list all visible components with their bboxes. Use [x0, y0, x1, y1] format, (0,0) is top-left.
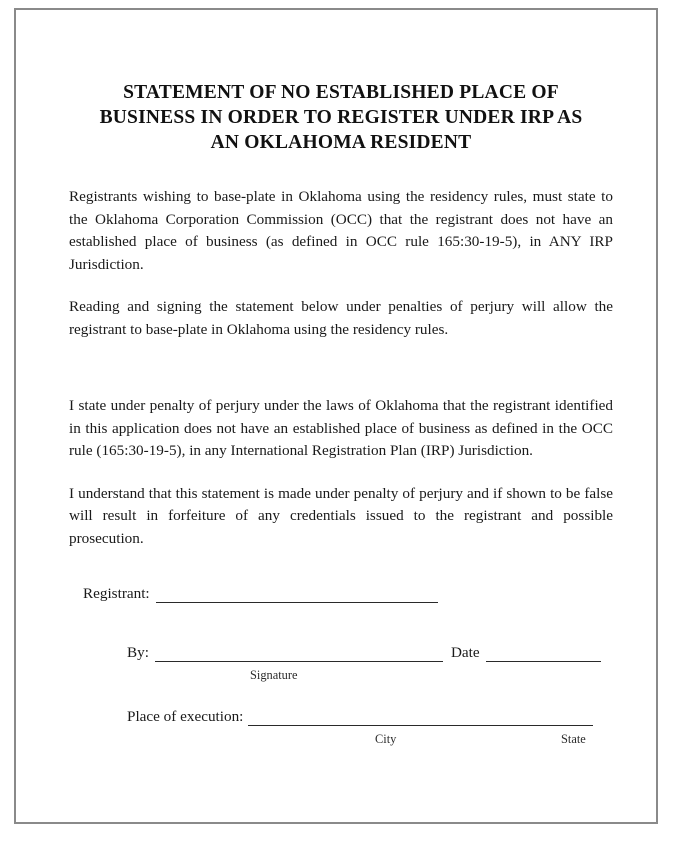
title-line-3: AN OKLAHOMA RESIDENT [210, 132, 472, 153]
by-label: By: [127, 644, 149, 661]
registrant-label: Registrant: [83, 585, 150, 602]
signature-sublabel: Signature [250, 668, 298, 682]
city-sublabel: City [375, 732, 397, 746]
document-content [69, 80, 613, 550]
registrant-row [83, 585, 629, 603]
section-spacer [69, 341, 613, 395]
state-sublabel: State [561, 732, 586, 746]
title-line-1: STATEMENT OF NO ESTABLISHED PLACE OF [123, 82, 559, 103]
signature-block [69, 585, 629, 746]
intro-paragraphs [69, 186, 613, 341]
document-page [14, 8, 658, 824]
place-of-execution-row [127, 708, 629, 746]
date-input-line[interactable] [486, 646, 601, 662]
attestation-paragraphs [69, 395, 613, 550]
place-of-execution-input-line[interactable] [248, 710, 593, 726]
title-line-2: BUSINESS IN ORDER TO REGISTER UNDER IRP AS [99, 107, 583, 128]
intro-paragraph-2: Reading and signing the statement below under penalties of perjury will allow the registrant to base-plate in Oklahoma using the residency rules. [69, 298, 613, 338]
signature-input-line[interactable] [155, 646, 443, 662]
attestation-paragraph-2: I understand that this statement is made under penalty of perjury and if shown to be false will result in forfeiture of any credentials issued to the registrant and possible prosecution. [69, 484, 613, 547]
by-signature-row [127, 644, 629, 682]
attestation-paragraph-1: I state under penalty of perjury under the laws of Oklahoma that the registrant identified in this application does not have an established place of business as defined in the OCC rule (165:30-19-5), in any International Registration Plan (IRP) Jurisdiction. [69, 397, 613, 459]
place-of-execution-label: Place of execution: [127, 708, 244, 725]
intro-paragraph-1: Registrants wishing to base-plate in Oklahoma using the residency rules, must state to the Oklahoma Corporation Commission (OCC) that the registrant does not have an established place of business (as defined in OCC rule 165:30-19-5), in ANY IRP Jurisdiction. [69, 188, 613, 273]
registrant-input-line[interactable] [156, 587, 438, 603]
date-label: Date [450, 644, 480, 661]
page-title [83, 80, 599, 155]
